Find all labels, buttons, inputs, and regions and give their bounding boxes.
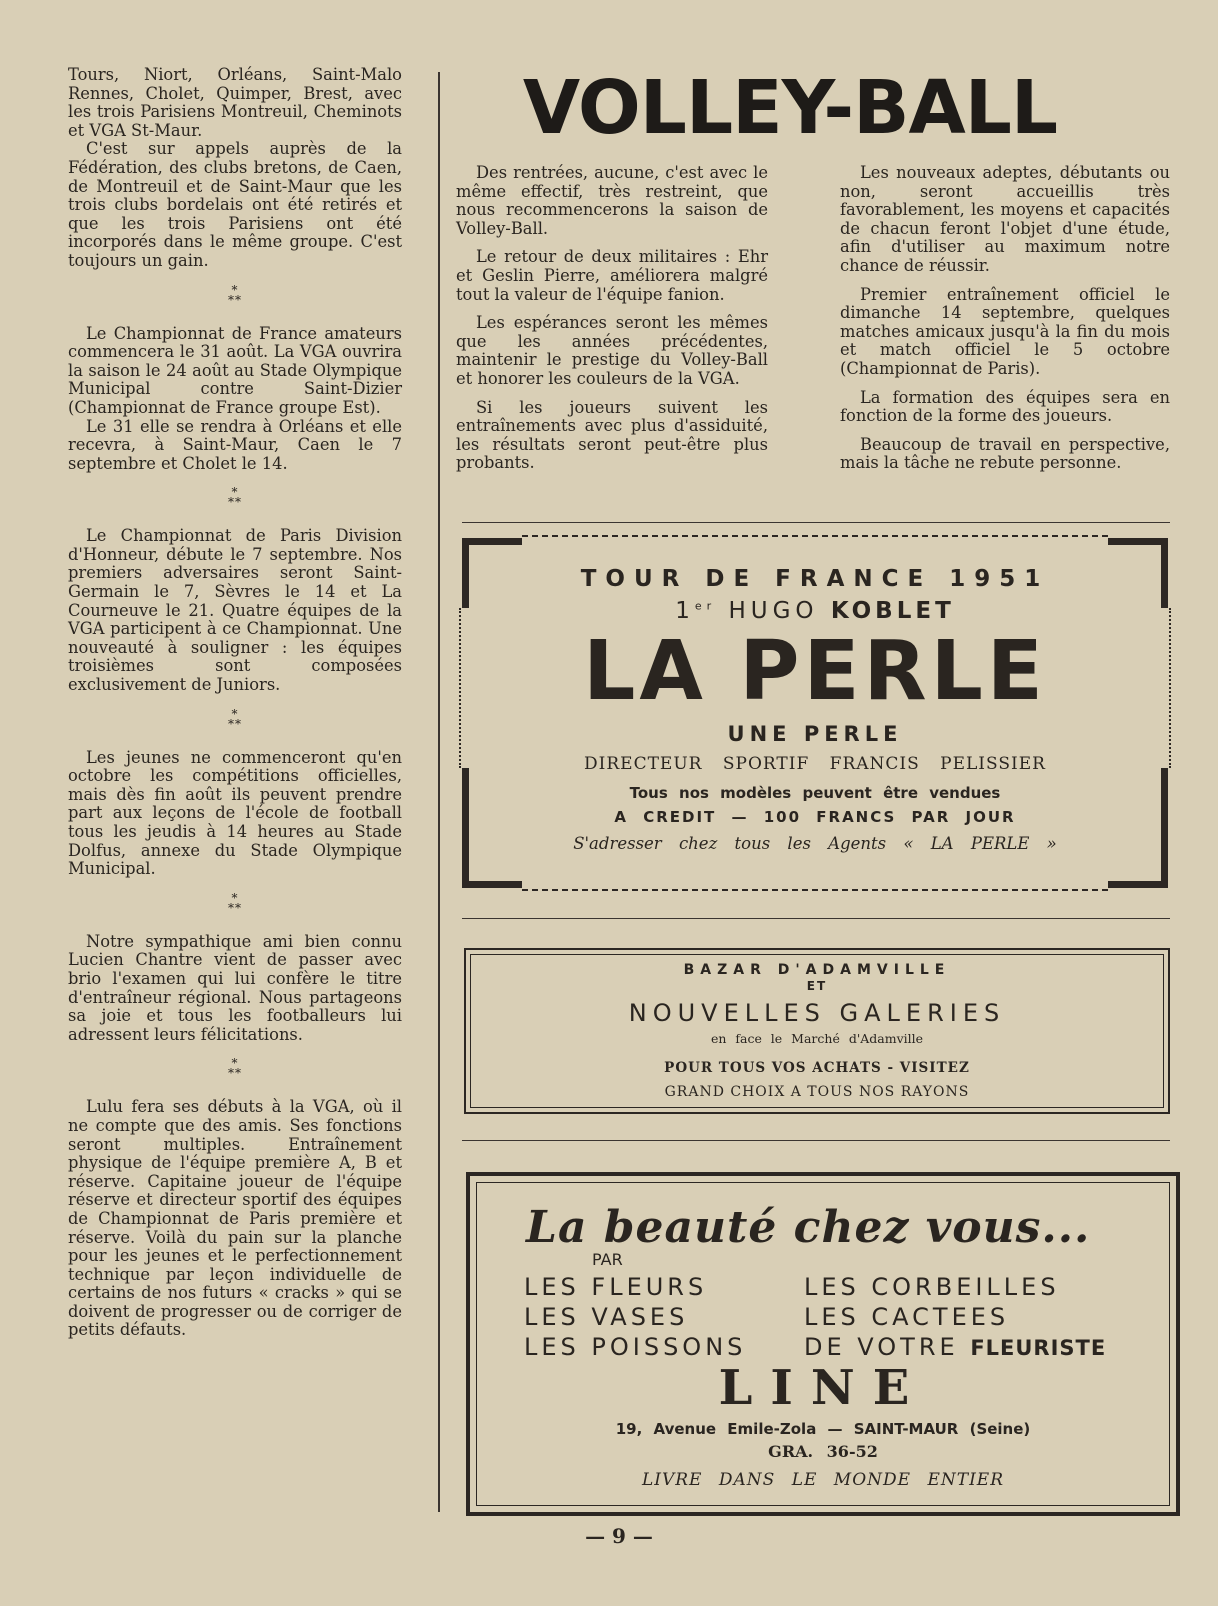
ad-tour-line: TOUR DE FRANCE 1951 [580, 566, 1050, 592]
product-item: LES VASES [524, 1303, 689, 1331]
section-separator: * ** [228, 485, 242, 510]
volley-paragraph: Premier entraînement officiel le dimanche 14 septembre, quelques matches amicaux jusqu'à la fin du mois et match officiel le 5 octobre (Championnat de Paris). [840, 284, 1170, 378]
horizontal-rule [462, 1140, 1170, 1141]
section-separator: * ** [228, 890, 242, 915]
ad-winner-line: 1er HUGO KOBLET [675, 598, 955, 624]
ad-bazar-et: ET [806, 979, 828, 993]
volley-column-a [456, 164, 768, 483]
ad-par: PAR [592, 1250, 623, 1269]
column-divider [438, 72, 440, 1512]
ad-delivery: LIVRE DANS LE MONDE ENTIER [641, 1470, 1005, 1490]
ad-line-fleuriste [466, 1172, 1180, 1516]
ad-shop-name: LINE [718, 1360, 928, 1416]
article-paragraph: Le 31 elle se rendra à Orléans et elle recevra, à Saint-Maur, Caen le 7 septembre et Cholet le 14. [68, 416, 402, 473]
article-paragraph: Les jeunes ne commenceront qu'en octobre les compétitions officielles, mais dès fin août ils peuvent prendre part aux leçons de l'école de football tous les jeudis à 14 heures au Stade Dolfus, annexe du Stade Olympique Municipal. [68, 747, 402, 879]
ad-products [524, 1272, 1144, 1363]
article-paragraph: Notre sympathique ami bien connu Lucien Chantre vient de passer avec brio l'examen qui lui confère le titre d'entraîneur régional. Nous partageons sa joie et tous les footballeurs lui adressent leurs félicitations. [68, 931, 402, 1044]
ad-address: 19, Avenue Emile-Zola — SAINT-MAUR (Seine) [615, 1420, 1031, 1438]
ad-nouvelles-galeries: NOUVELLES GALERIES [628, 999, 1006, 1027]
product-item: LES FLEURS [524, 1273, 708, 1301]
ad-credit: A CREDIT — 100 FRANCS PAR JOUR [614, 808, 1016, 826]
volley-paragraph: Les espérances seront les mêmes que les années précédentes, maintenir le prestige du Volley-Ball et honorer les couleurs de la VGA. [456, 313, 768, 388]
ad-headline: La beauté chez vous... [526, 1202, 1091, 1253]
section-separator: * ** [228, 706, 242, 731]
volley-paragraph: La formation des équipes sera en fonction de la forme des joueurs. [840, 387, 1170, 426]
volley-paragraph: Beaucoup de travail en perspective, mais la tâche ne rebute personne. [840, 434, 1170, 473]
left-column [68, 66, 402, 1340]
horizontal-rule [462, 522, 1170, 523]
ad-models: Tous nos modèles peuvent être vendues [629, 784, 1001, 802]
product-item: DE VOTRE FLEURISTE [804, 1333, 1107, 1361]
ad-location: en face le Marché d'Adamville [710, 1031, 924, 1046]
product-item: LES CACTEES [804, 1303, 1010, 1331]
product-item: LES CORBEILLES [804, 1273, 1060, 1301]
ad-content [462, 566, 1168, 853]
volley-column-b [840, 164, 1170, 483]
section-separator: * ** [228, 282, 242, 307]
volley-paragraph: Des rentrées, aucune, c'est avec le même effectif, très restreint, que nous recommencerons la saison de Volley-Ball. [456, 163, 768, 238]
ad-choix: GRAND CHOIX A TOUS NOS RAYONS [664, 1084, 970, 1100]
ad-address: S'adresser chez tous les Agents « LA PERLE » [573, 834, 1057, 853]
article-paragraph: C'est sur appels auprès de la Fédération, des clubs bretons, de Caen, de Montreuil et de Saint-Maur que les trois clubs bordelais ont été retirés et que les trois Parisiens ont été incorporés dans le même groupe. C'est toujours un gain. [68, 139, 402, 270]
ad-la-perle [462, 538, 1168, 888]
ad-slogan: UNE PERLE [727, 722, 903, 746]
article-paragraph: Tours, Niort, Orléans, Saint-Malo Rennes, Cholet, Quimper, Brest, avec les trois Parisiens Montreuil, Cheminots et VGA St-Maur. [68, 65, 402, 140]
frame-wavy-bottom [522, 875, 1108, 891]
product-item: LES POISSONS [524, 1333, 747, 1361]
ad-bazar [464, 948, 1170, 1114]
volley-title: VOLLEY-BALL [522, 65, 1058, 151]
ad-achats: POUR TOUS VOS ACHATS - VISITEZ [664, 1060, 970, 1076]
volley-paragraph: Le retour de deux militaires : Ehr et Geslin Pierre, améliorera malgré tout la valeur de l'équipe fanion. [456, 247, 768, 304]
frame-wavy-top [522, 535, 1108, 551]
ad-content [466, 962, 1168, 1100]
ad-bazar-title: BAZAR D'ADAMVILLE [683, 962, 951, 978]
ad-director: DIRECTEUR SPORTIF FRANCIS PELISSIER [584, 754, 1046, 774]
ad-phone: GRA. 36-52 [768, 1442, 878, 1461]
horizontal-rule [462, 918, 1170, 919]
page-number: — 9 — [585, 1524, 653, 1548]
article-paragraph: Le Championnat de Paris Division d'Honneur, débute le 7 septembre. Nos premiers adversaires seront Saint-Germain le 7, Sèvres le 14 et La Courneuve le 21. Quatre équipes de la VGA participent à ce Championnat. Une nouveauté à souligner : les équipes troisièmes sont composées exclusivement de Juniors. [68, 526, 402, 695]
volley-paragraph: Les nouveaux adeptes, débutants ou non, seront accueillis très favorablement, les moyens et capacités de chacun feront l'objet d'une étude, afin d'utiliser au maximum notre chance de réussir. [840, 163, 1170, 275]
section-separator: * ** [228, 1056, 242, 1081]
ad-brand: LA PERLE [583, 624, 1047, 719]
article-paragraph: Le Championnat de France amateurs commencera le 31 août. La VGA ouvrira la saison le 24 août au Stade Olympique Municipal contre Saint-Dizier (Championnat de France groupe Est). [68, 323, 402, 417]
volley-paragraph: Si les joueurs suivent les entraînements avec plus d'assiduité, les résultats seront peut-être plus probants. [456, 397, 768, 473]
article-paragraph: Lulu fera ses débuts à la VGA, où il ne compte que des amis. Ses fonctions seront multiples. Entraînement physique de l'équipe première A, B et réserve. Capitaine joueur de l'équipe réserve et directeur sportif des équipes de Championnat de Paris première et réserve. Voilà du pain sur la planche pour les jeunes et le perfectionnement technique par leçon individuelle de certains de nos futurs « cracks » qui se doivent de progresser ou de corriger de petits défauts. [68, 1097, 402, 1340]
